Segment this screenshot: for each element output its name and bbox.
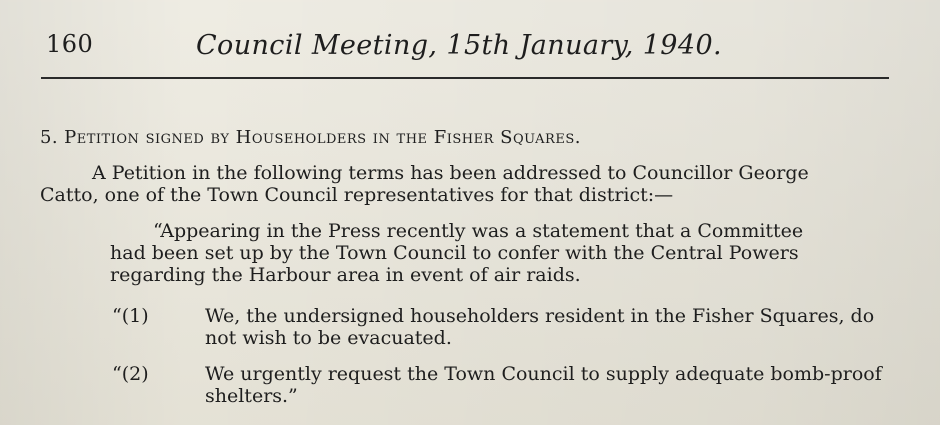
section-title: Petition signed by Householders in the Fisher Squares. [64, 127, 581, 148]
list-item-number: “(1) [112, 305, 149, 327]
running-title: Council Meeting, 15th January, 1940. [196, 30, 723, 61]
list-item-number: “(2) [112, 363, 149, 385]
page-header [46, 30, 896, 80]
list-item-line-2: not wish to be evacuated. [205, 327, 452, 349]
intro-line-2: Catto, one of the Town Council representatives for that district:— [40, 184, 674, 206]
intro-paragraph [40, 162, 895, 206]
section-number: 5. [40, 127, 58, 148]
quote-line-1: “Appearing in the Press recently was a statement that a Committee [153, 220, 804, 242]
list-item-line-1: We, the undersigned householders resident in the Fisher Squares, do [205, 305, 875, 327]
intro-line-1: A Petition in the following terms has been addressed to Councillor George [92, 162, 809, 184]
page-number: 160 [46, 30, 94, 58]
quote-line-3: regarding the Harbour area in event of air raids. [110, 264, 581, 286]
section-heading [40, 127, 581, 149]
list-item-text [205, 363, 905, 407]
quote-line-2: had been set up by the Town Council to confer with the Central Powers [110, 242, 799, 264]
list-item-line-1: We urgently request the Town Council to supply adequate bomb-proof [205, 363, 882, 385]
quoted-paragraph [110, 220, 895, 286]
list-item-text [205, 305, 905, 349]
list-item-line-2: shelters.” [205, 385, 298, 407]
header-rule [41, 77, 889, 79]
